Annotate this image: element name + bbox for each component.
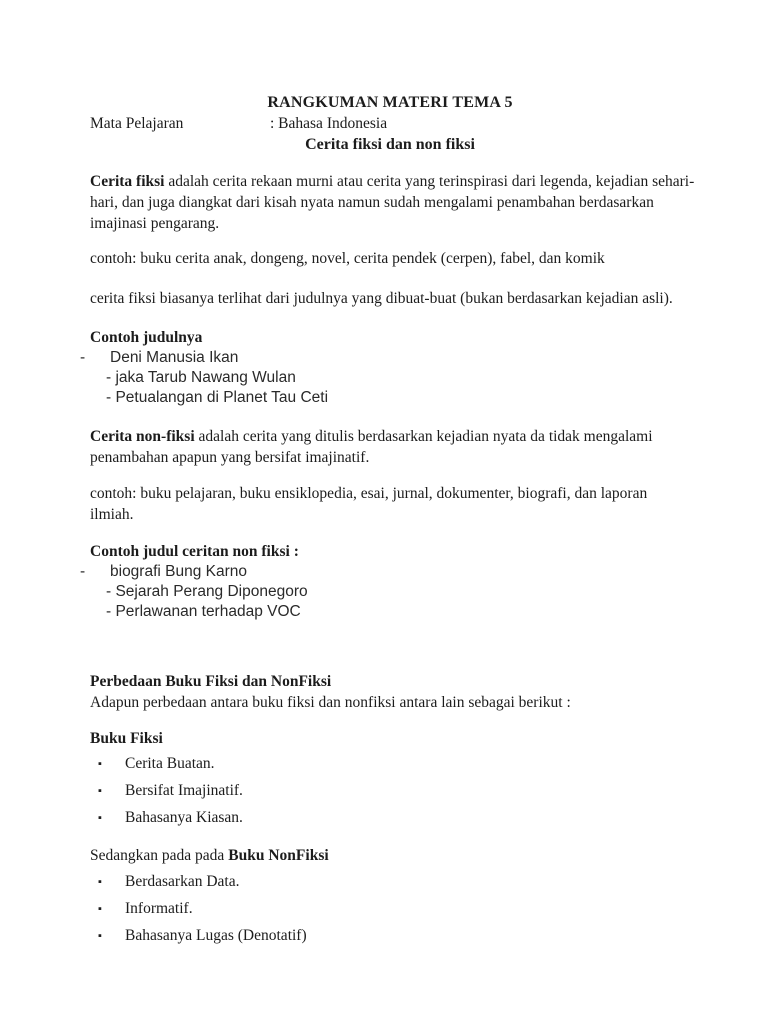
perbedaan-intro: Adapun perbedaan antara buku fiksi dan nonfiksi antara lain sebagai berikut : [90,694,571,711]
list-item [90,807,708,829]
heading-buku-nonfiksi: Buku NonFiksi [228,847,329,864]
square-bullet-icon: ▪ [98,812,102,824]
buku-fiksi-item-1: Cerita Buatan. [125,755,215,772]
fiksi-lead-term: Cerita fiksi [90,173,165,190]
nonfiksi-title-list [80,562,708,622]
list-item [90,871,708,893]
buku-nonfiksi-item-3: Bahasanya Lugas (Denotatif) [125,927,307,944]
dash-icon: - [80,349,86,366]
nonfiksi-contoh-line-1: contoh: buku pelajaran, buku ensiklopedia, esai, jurnal, dokumenter, biografi, dan laporan [90,485,648,502]
paragraph-nonfiksi-contoh [90,483,708,525]
buku-fiksi-list [90,753,708,829]
square-bullet-icon: ▪ [98,758,102,770]
heading-buku-fiksi: Buku Fiksi [90,730,163,747]
meta-value: : Bahasa Indonesia [270,115,388,132]
square-bullet-icon: ▪ [98,903,102,915]
paragraph-fiksi-definition [90,171,708,234]
page-title: RANGKUMAN MATERI TEMA 5 [267,94,513,111]
paragraph-fiksi-contoh: contoh: buku cerita anak, dongeng, novel, cerita pendek (cerpen), fabel, dan komik [90,250,605,267]
heading-perbedaan: Perbedaan Buku Fiksi dan NonFiksi [90,673,332,690]
list-item: - Perlawanan terhadap VOC [106,603,301,620]
dash-icon: - [80,563,86,580]
nonfiksi-line1-rest: adalah cerita yang ditulis berdasarkan kejadian nyata da tidak mengalami [194,428,653,445]
meta-row [90,113,708,134]
heading-contoh-judul-nonfiksi: Contoh judul ceritan non fiksi : [90,543,299,560]
square-bullet-icon: ▪ [98,930,102,942]
nonfiksi-contoh-line-2: ilmiah. [90,506,134,523]
list-item: - Petualangan di Planet Tau Ceti [106,389,329,406]
paragraph-sedangkan [90,845,708,866]
list-item: - jaka Tarub Nawang Wulan [106,369,296,386]
buku-fiksi-item-3: Bahasanya Kiasan. [125,809,243,826]
heading-contoh-judulnya: Contoh judulnya [90,329,203,346]
fiksi-title-list [80,348,708,408]
buku-fiksi-item-2: Bersifat Imajinatif. [125,782,243,799]
nonfiksi-definition-line-1 [90,426,708,447]
section-subtitle: Cerita fiksi dan non fiksi [305,136,475,153]
fiksi-definition-line-3: imajinasi pengarang. [90,215,220,232]
list-item [80,562,708,582]
fiksi-line1-rest: adalah cerita rekaan murni atau cerita yang terinspirasi dari legenda, kejadian sehari- [164,173,695,190]
nonfiksi-definition-line-2: penambahan apapun yang bersifat imajinatif. [90,449,370,466]
nonfiksi-lead-term: Cerita non-fiksi [90,428,195,445]
square-bullet-icon: ▪ [98,876,102,888]
buku-nonfiksi-item-2: Informatif. [125,900,193,917]
list-item [80,348,708,368]
sedangkan-prefix: Sedangkan pada pada [90,847,225,864]
list-item [90,780,708,802]
buku-nonfiksi-item-1: Berdasarkan Data. [125,873,240,890]
fiksi-title-1: Deni Manusia Ikan [110,349,239,366]
buku-nonfiksi-list [90,871,708,947]
paragraph-nonfiksi-definition [90,426,708,468]
list-item: - Sejarah Perang Diponegoro [106,583,308,600]
fiksi-definition-line-2: hari, dan juga diangkat dari kisah nyata namun sudah mengalami penambahan berdasarkan [90,194,654,211]
list-item [90,753,708,775]
list-item [90,898,708,920]
square-bullet-icon: ▪ [98,785,102,797]
nonfiksi-title-1: biografi Bung Karno [110,563,248,580]
meta-label: Mata Pelajaran [90,115,184,132]
paragraph-fiksi-note: cerita fiksi biasanya terlihat dari judulnya yang dibuat-buat (bukan berdasarkan kejadian asli). [90,290,673,307]
fiksi-definition-line-1 [90,171,708,192]
list-item [90,925,708,947]
